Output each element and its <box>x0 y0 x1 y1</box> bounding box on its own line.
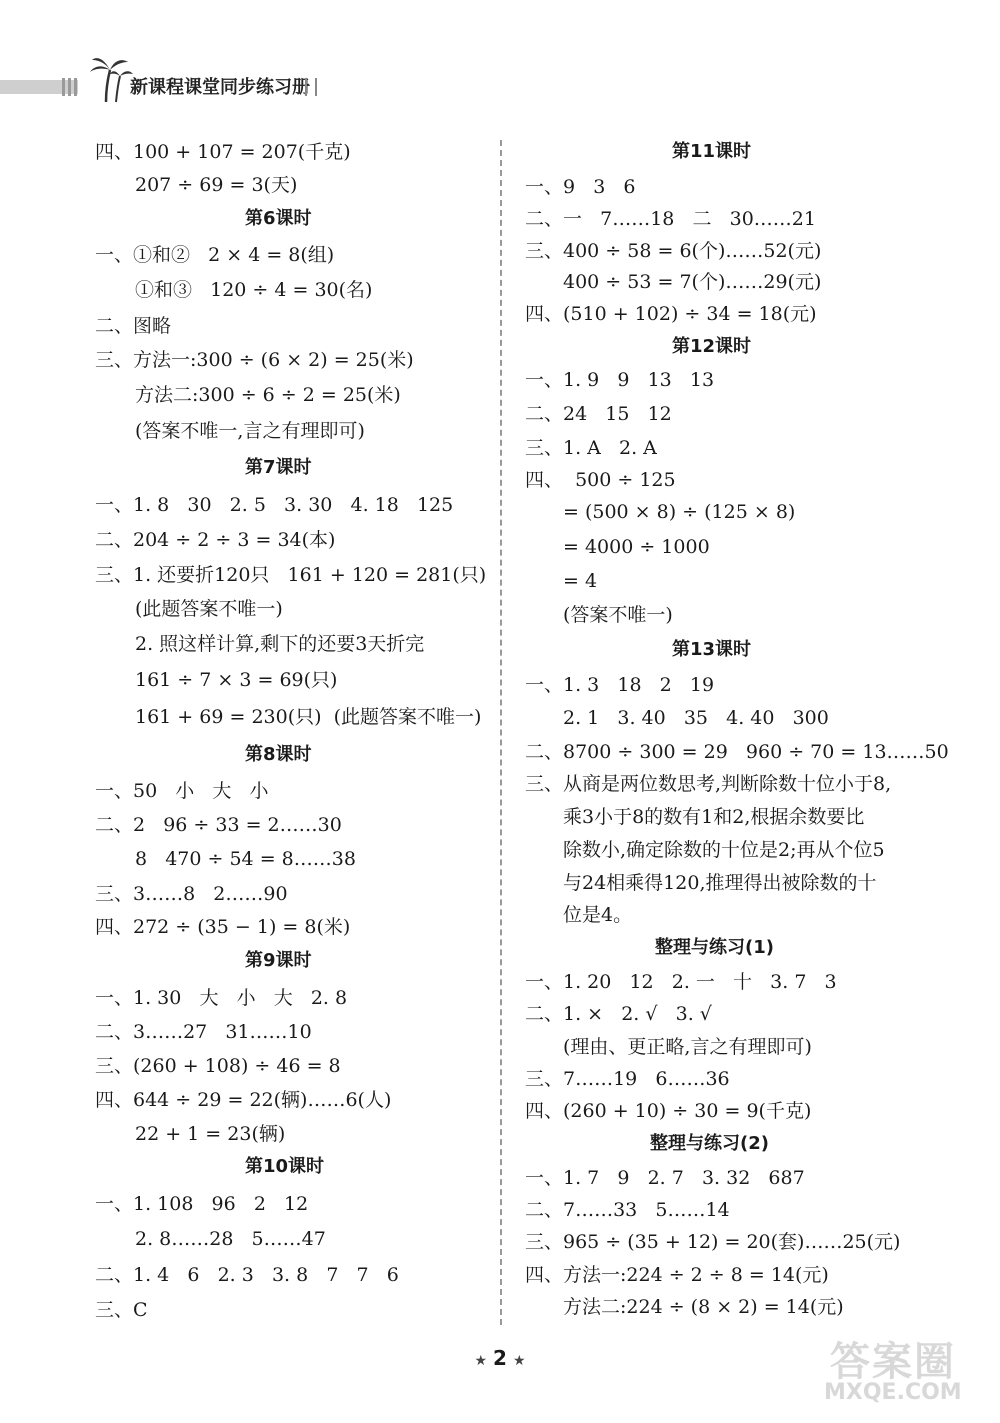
answer-line: 161 ÷ 7 × 3 = 69(只) <box>135 669 338 691</box>
section-heading: 整理与练习(1) <box>655 937 774 958</box>
answer-line: 三、(260 + 108) ÷ 46 = 8 <box>95 1055 341 1077</box>
answer-line: 三、7……19 6……36 <box>525 1068 730 1090</box>
answer-line: 二、204 ÷ 2 ÷ 3 = 34(本) <box>95 529 336 551</box>
section-heading: 第11课时 <box>672 141 752 162</box>
answer-line: ①和③ 120 ÷ 4 = 30(名) <box>135 279 373 301</box>
answer-line: 2. 1 3. 40 35 4. 40 300 <box>563 707 829 729</box>
page-header <box>0 60 1000 110</box>
header-title: 新课程课堂同步练习册 <box>130 77 310 98</box>
watermark-text-bottom: MXQE.COM <box>824 1380 962 1405</box>
answer-line: 8 470 ÷ 54 = 8……38 <box>135 848 356 870</box>
answer-line: 四、(510 + 102) ÷ 34 = 18(元) <box>525 303 817 325</box>
answer-line: 三、C <box>95 1299 148 1321</box>
answer-line: 四、方法一:224 ÷ 2 ÷ 8 = 14(元) <box>525 1264 829 1286</box>
answer-line: 三、从商是两位数思考,判断除数十位小于8, <box>525 773 892 795</box>
answer-line: 二、24 15 12 <box>525 403 672 425</box>
answer-line: 一、50 小 大 小 <box>95 780 269 802</box>
header-gray-bar <box>0 80 78 94</box>
answer-line: 方法二:300 ÷ 6 ÷ 2 = 25(米) <box>135 384 401 406</box>
answer-line: = 4 <box>563 570 598 592</box>
section-heading: 第7课时 <box>245 457 312 478</box>
answer-line: 三、1. A 2. A <box>525 437 657 459</box>
answer-line: 一、1. 20 12 2. 一 十 3. 7 3 <box>525 971 837 993</box>
answer-line: 二、8700 ÷ 300 = 29 960 ÷ 70 = 13……50 <box>525 741 949 763</box>
header-stripe <box>62 78 65 96</box>
answer-line: 一、1. 8 30 2. 5 3. 30 4. 18 125 <box>95 494 454 516</box>
answer-line: 方法二:224 ÷ (8 × 2) = 14(元) <box>563 1296 844 1318</box>
section-heading: 第12课时 <box>672 336 752 357</box>
answer-line: 一、①和② 2 × 4 = 8(组) <box>95 244 335 266</box>
section-heading: 第8课时 <box>245 744 312 765</box>
column-divider <box>500 140 502 1325</box>
answer-line: (理由、更正略,言之有理即可) <box>563 1036 812 1058</box>
answer-line: 一、9 3 6 <box>525 176 636 198</box>
header-stripe <box>68 78 71 96</box>
answer-line: 二、3……27 31……10 <box>95 1021 312 1043</box>
watermark-text-top: 答案圈 <box>830 1339 956 1385</box>
answer-line: (答案不唯一) <box>563 604 673 626</box>
answer-line: 一、1. 3 18 2 19 <box>525 674 715 696</box>
answer-line: 三、3……8 2……90 <box>95 883 288 905</box>
answer-line: 一、1. 9 9 13 13 <box>525 369 715 391</box>
header-double-bar <box>305 78 317 96</box>
answer-line: 二、1. 4 6 2. 3 3. 8 7 7 6 <box>95 1264 399 1286</box>
answer-line: 三、400 ÷ 58 = 6(个)……52(元) <box>525 240 822 262</box>
answer-line: 二、7……33 5……14 <box>525 1199 730 1221</box>
answer-line: 二、一 7……18 二 30……21 <box>525 208 816 230</box>
page-number-value: 2 <box>493 1346 507 1370</box>
answer-line: 三、1. 还要折120只 161 + 120 = 281(只) <box>95 564 487 586</box>
answer-line: 400 ÷ 53 = 7(个)……29(元) <box>563 271 822 293</box>
answer-line: = 4000 ÷ 1000 <box>563 536 710 558</box>
answer-line: 一、1. 30 大 小 大 2. 8 <box>95 987 348 1009</box>
answer-line: 2. 8……28 5……47 <box>135 1228 326 1250</box>
star-icon: ★ <box>474 1353 488 1369</box>
answer-line: 161 + 69 = 230(只) (此题答案不唯一) <box>135 706 482 728</box>
answer-line: 四、(260 + 10) ÷ 30 = 9(千克) <box>525 1100 812 1122</box>
star-icon: ★ <box>512 1353 526 1369</box>
answer-line: 四、 500 ÷ 125 <box>525 469 676 491</box>
watermark-logo <box>820 1330 990 1415</box>
answer-line: 与24相乘得120,推理得出被除数的十 <box>563 872 877 894</box>
answer-line: 除数小,确定除数的十位是2;再从个位5 <box>563 839 885 861</box>
section-heading: 第10课时 <box>245 1156 325 1177</box>
answer-line: 四、100 + 107 = 207(千克) <box>95 141 351 163</box>
section-heading: 整理与练习(2) <box>650 1133 769 1154</box>
answer-line: 三、方法一:300 ÷ (6 × 2) = 25(米) <box>95 349 414 371</box>
answer-line: 一、1. 7 9 2. 7 3. 32 687 <box>525 1167 805 1189</box>
section-heading: 第13课时 <box>672 639 752 660</box>
answer-line: 四、272 ÷ (35 − 1) = 8(米) <box>95 916 351 938</box>
answer-line: 二、1. × 2. √ 3. √ <box>525 1003 712 1025</box>
section-heading: 第9课时 <box>245 950 312 971</box>
answer-line: 四、644 ÷ 29 = 22(辆)……6(人) <box>95 1089 392 1111</box>
answer-line: 22 + 1 = 23(辆) <box>135 1123 286 1145</box>
section-heading: 第6课时 <box>245 208 312 229</box>
answer-line: 二、图略 <box>95 315 172 337</box>
answer-line: 一、1. 108 96 2 12 <box>95 1193 309 1215</box>
answer-line: 207 ÷ 69 = 3(天) <box>135 174 298 196</box>
answer-line: 三、965 ÷ (35 + 12) = 20(套)……25(元) <box>525 1231 901 1253</box>
answer-line: 位是4。 <box>563 904 633 926</box>
palm-tree-icon <box>84 54 134 104</box>
answer-line: = (500 × 8) ÷ (125 × 8) <box>563 501 796 523</box>
answer-line: 乘3小于8的数有1和2,根据余数要比 <box>563 806 865 828</box>
answer-line: 2. 照这样计算,剩下的还要3天折完 <box>135 633 425 655</box>
answer-line: (此题答案不唯一) <box>135 598 283 620</box>
answer-line: 二、2 96 ÷ 33 = 2……30 <box>95 814 342 836</box>
answer-line: (答案不唯一,言之有理即可) <box>135 420 365 442</box>
header-stripe <box>74 78 77 96</box>
